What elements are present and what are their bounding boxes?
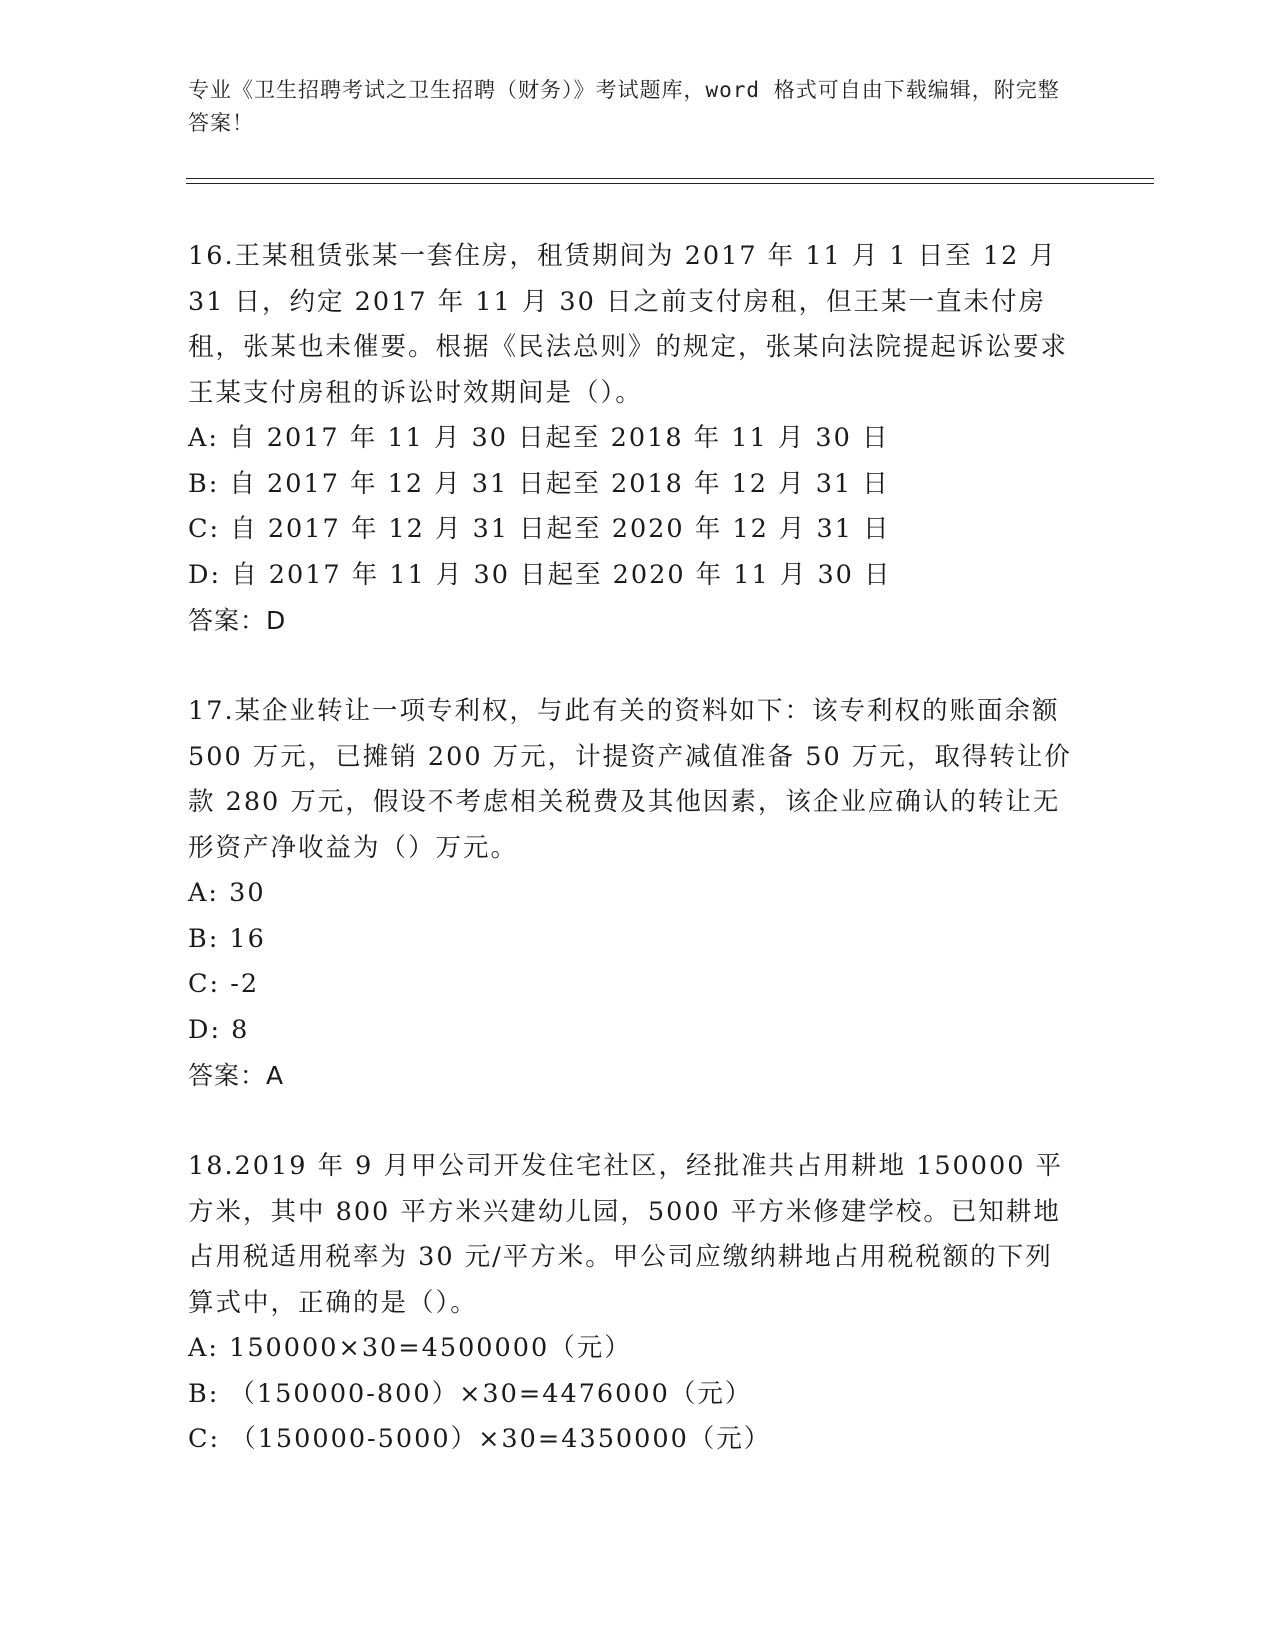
answer-label: 答案：A	[188, 1061, 285, 1090]
document-header: 专业《卫生招聘考试之卫生招聘（财务）》考试题库，word 格式可自由下载编辑，附完整答案！	[188, 78, 1060, 135]
header-divider-bottom	[186, 183, 1154, 184]
question-17	[188, 689, 1078, 1099]
question-stem: 16.王某租赁张某一套住房，租赁期间为 2017 年 11 月 1 日至 12 月 31 日，约定 2017 年 11 月 30 日之前支付房租，但王某一直未付房租，张某也未催要。根据《民法总则》的规定，张某向法院提起诉讼要求王某支付房租的诉讼时效期间是（）。	[188, 241, 1069, 408]
option-b: B: （150000-800）×30=4476000（元）	[188, 1378, 753, 1409]
header-divider-top	[186, 178, 1154, 179]
option-b: B: 16	[188, 923, 266, 954]
question-18	[188, 1144, 1078, 1463]
option-b: B: 自 2017 年 12 月 31 日起至 2018 年 12 月 31 日	[188, 468, 890, 499]
question-16	[188, 234, 1078, 644]
option-d: D: 自 2017 年 11 月 30 日起至 2020 年 11 月 30 日	[188, 559, 892, 590]
option-d: D: 8	[188, 1014, 250, 1045]
option-c: C: （150000-5000）×30=4350000（元）	[188, 1424, 772, 1454]
option-a: A: 自 2017 年 11 月 30 日起至 2018 年 11 月 30 日	[188, 423, 890, 453]
answer-label: 答案：D	[188, 606, 287, 635]
option-c: C: -2	[188, 969, 260, 999]
option-c: C: 自 2017 年 12 月 31 日起至 2020 年 12 月 31 日	[188, 514, 891, 544]
question-stem: 18.2019 年 9 月甲公司开发住宅社区，经批准共占用耕地 150000 平方米，其中 800 平方米兴建幼儿园，5000 平方米修建学校。已知耕地占用税适用税率为 30 元/平方米。甲公司应缴纳耕地占用税税额的下列算式中，正确的是（）。	[188, 1151, 1064, 1318]
question-stem: 17.某企业转让一项专利权，与此有关的资料如下：该专利权的账面余额 500 万元，已摊销 200 万元，计提资产减值准备 50 万元，取得转让价款 280 万元，假设不考虑相关税费及其他因素，该企业应确认的转让无形资产净收益为（）万元。	[188, 696, 1072, 863]
option-a: A: 30	[188, 878, 266, 908]
option-a: A: 150000×30=4500000（元）	[188, 1333, 632, 1363]
